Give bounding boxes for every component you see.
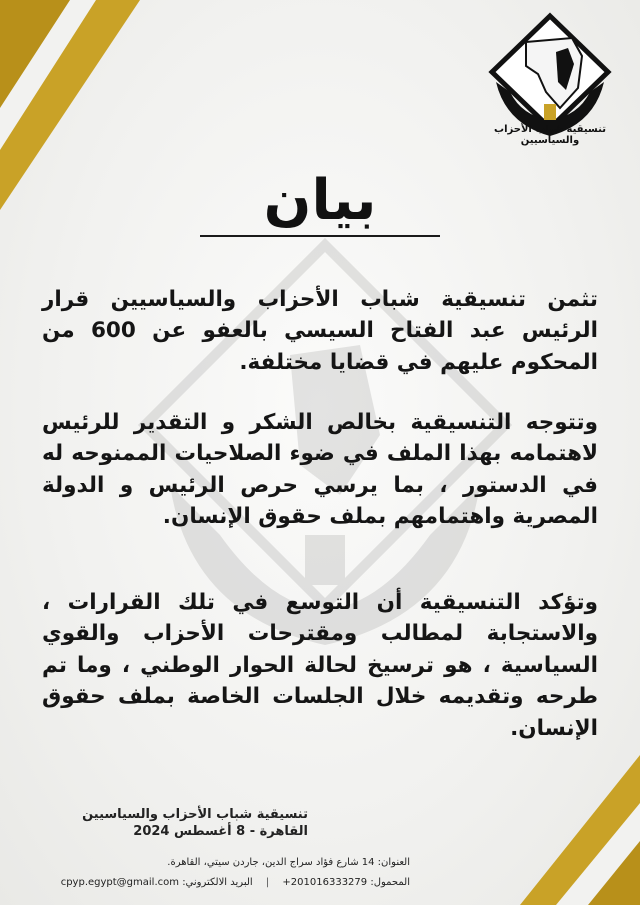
statement-paragraph-3: وتؤكد التنسيقية أن التوسع في تلك القرارات ، والاستجابة لمطالب ومقترحات الأحزاب والقوي السياسية ، هو ترسيخ لحالة الحوار الوطني ، وما تم طرحه وتقديمه خلال الجلسات الخاصة بملف حقوق الإنسان. xyxy=(42,589,598,741)
email-label: البريد الالكتروني: xyxy=(182,877,253,888)
signature-block xyxy=(48,806,308,840)
logo-caption: تنسيقية شباب الأحزاب والسياسيين xyxy=(494,124,606,146)
address-line xyxy=(40,857,410,868)
signature-place-date: القاهرة - 8 أغسطس 2024 xyxy=(133,824,308,839)
email-link[interactable]: cpyp.egypt@gmail.com xyxy=(60,877,179,888)
gold-corner-bottom-right-decoration xyxy=(520,755,640,905)
statement-title: بيان xyxy=(263,168,377,233)
title-underline xyxy=(200,235,440,237)
contact-separator: | xyxy=(265,877,270,888)
phone-email-line xyxy=(40,877,410,888)
gold-corner-top-left-decoration xyxy=(0,0,140,210)
address-value: 14 شارع فؤاد سراج الدين، جاردن سيتي، القاهرة. xyxy=(167,857,375,868)
signature-organization: تنسيقية شباب الأحزاب والسياسيين xyxy=(82,807,308,822)
mobile-label: المحمول: xyxy=(370,877,410,888)
address-label: العنوان: xyxy=(377,857,410,868)
mobile-number[interactable]: +201016333279 xyxy=(282,877,368,888)
statement-paragraph-2: وتتوجه التنسيقية بخالص الشكر و التقدير للرئيس لاهتمامه بهذا الملف في ضوء الصلاحيات الممنوحه له في الدستور ، بما يرسي حرص الرئيس و الدولة المصرية واهتمامهم بملف حقوق الإنسان. xyxy=(42,409,598,529)
statement-paragraph-1: تثمن تنسيقية شباب الأحزاب والسياسيين قرار الرئيس عبد الفتاح السيسي بالعفو عن 600 من المحكوم عليهم في قضايا مختلفة. xyxy=(42,286,598,375)
